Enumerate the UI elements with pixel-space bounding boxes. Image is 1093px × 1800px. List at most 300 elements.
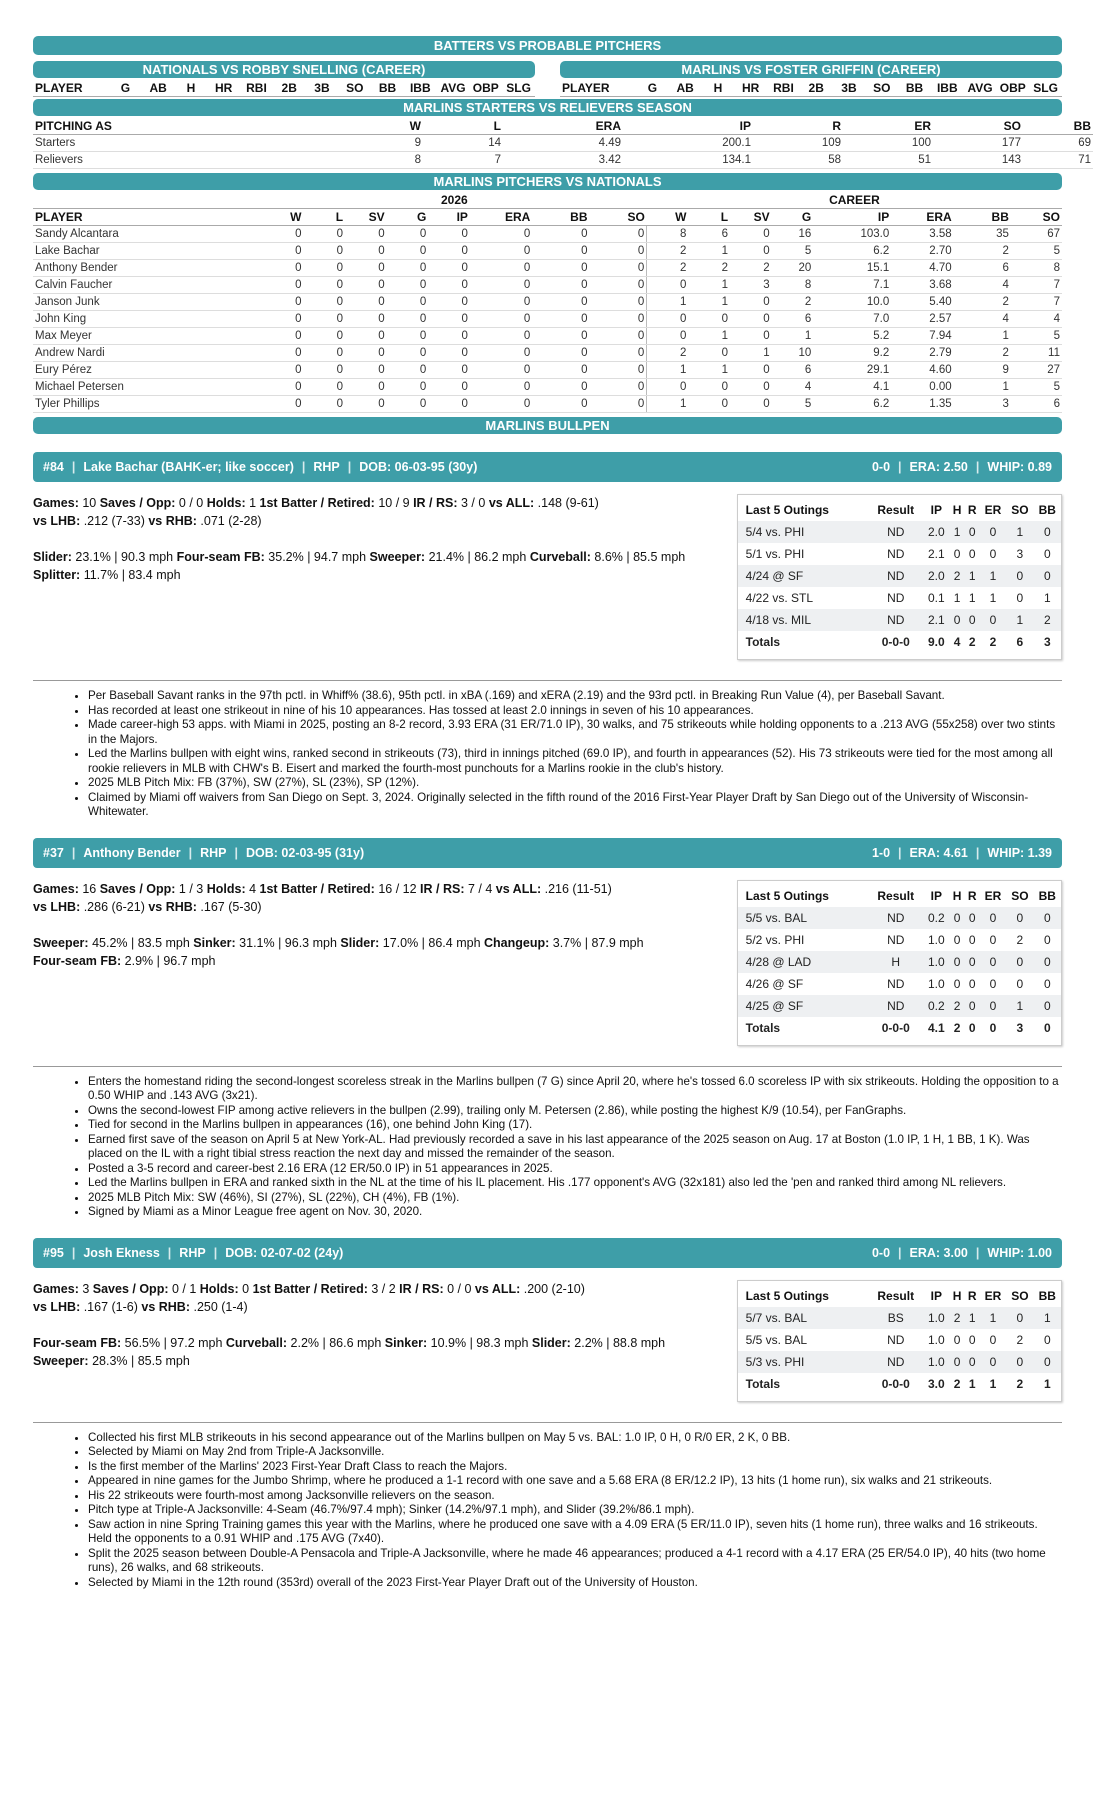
stat-line: Games: 16 Saves / Opp: 1 / 3 Holds: 4 1st Batter / Retired: 16 / 12 IR / RS: 7 / 4 vs ALL: .216 (11-51) — [33, 881, 612, 896]
totals-cell: 1 — [989, 1376, 997, 1391]
outing-cell: ND — [868, 521, 923, 543]
pvn-cell: Sandy Alcantara — [33, 226, 262, 243]
pitcher-number: #84 — [43, 460, 64, 474]
svr-cell: 7 — [423, 152, 503, 169]
bvp-header-ab: AB — [142, 80, 175, 97]
svr-cell: 14 — [423, 135, 503, 152]
marlins-vs-headers — [560, 80, 1062, 97]
pitcher-stats-block — [33, 494, 1062, 660]
pvn-cell: 0 — [428, 243, 470, 260]
totals-cell: 2 — [1016, 1376, 1024, 1391]
totals-cell: 3.0 — [928, 1376, 945, 1391]
stat-label: IR / RS: — [399, 1281, 444, 1296]
marlins-vs-header: MARLINS VS FOSTER GRIFFIN (CAREER) — [560, 61, 1062, 78]
outing-cell: 0 — [1034, 995, 1061, 1017]
pvn-cell: 0 — [262, 311, 304, 328]
outing-cell: 2 — [1016, 1332, 1024, 1347]
totals-cell: 0 — [968, 1020, 976, 1035]
last-5-header: IP — [930, 1288, 943, 1303]
pvn-cell: 0 — [303, 243, 345, 260]
outing-cell: 0 — [965, 995, 980, 1017]
pitcher-era: ERA: 3.00 — [909, 1245, 968, 1260]
outing-cell: 1 — [965, 1307, 980, 1329]
spacer — [33, 916, 712, 934]
svr-cell: 177 — [933, 135, 1023, 152]
table-row — [33, 379, 1062, 396]
outing-cell: 0 — [968, 1332, 976, 1347]
outing-cell: 1 — [968, 591, 976, 605]
pvn-cell: 0 — [262, 243, 304, 260]
pvn-cell: 1 — [688, 328, 730, 345]
pitcher-whip: WHIP: 0.89 — [987, 460, 1052, 474]
pvn-header-2: L — [303, 209, 345, 226]
pvn-cell: 0 — [387, 311, 429, 328]
divider: | — [975, 1245, 980, 1260]
outing-cell: 5/5 vs. BAL — [745, 1332, 808, 1347]
stat-label: Games: — [33, 496, 79, 510]
spacer — [33, 1316, 712, 1334]
stat-line: Four-seam FB: 2.9% | 96.7 mph — [33, 953, 216, 968]
outing-cell: 0 — [950, 951, 965, 973]
outing-cell: 2 — [1016, 932, 1024, 947]
pvn-cell: 2.70 — [891, 243, 953, 260]
divider: | — [898, 1245, 902, 1260]
pvn-cell: 0 — [303, 345, 345, 362]
note-item: • Enters the homestand riding the second-longest scoreless streak in the Marlins bullpen (7 G) since April 20, where he's tossed 6.0 scoreless IP with six strikeouts. Holding the opposition to a 0.50 WHIP and .143 AVG (3x21). — [88, 1075, 1062, 1104]
last-5-header: BB — [1038, 503, 1056, 517]
pvn-cell: 6 — [1011, 396, 1062, 413]
last-5-header: H — [952, 503, 962, 517]
outing-cell: ND — [868, 609, 923, 631]
outing-cell: 0 — [989, 547, 997, 561]
totals-cell: 0-0-0 — [881, 635, 910, 649]
bvp-header-rbi: RBI — [767, 80, 800, 97]
pvn-cell: 7.0 — [813, 311, 891, 328]
outing-cell: ND — [868, 995, 923, 1017]
pitcher-card — [33, 838, 1062, 1220]
outing-cell: 1.0 — [928, 932, 945, 947]
outing-cell: 0 — [980, 995, 1006, 1017]
pvn-cell: 0 — [387, 277, 429, 294]
stat-label: Saves / Opp: — [92, 1281, 169, 1296]
totals-cell: Totals — [745, 1376, 781, 1391]
pvn-cell: 0 — [730, 294, 772, 311]
pvn-cell: 0 — [428, 379, 470, 396]
pvn-cell: 1 — [954, 328, 1011, 345]
outing-cell: 0 — [1006, 1307, 1033, 1329]
totals-cell: 3 — [1043, 635, 1051, 649]
notes-list — [33, 1075, 1062, 1220]
pvn-cell: Anthony Bender — [33, 260, 262, 277]
pvn-cell: 0 — [590, 226, 647, 243]
bvp-header-avg: AVG — [437, 80, 470, 97]
pvn-cell: 0 — [532, 362, 589, 379]
outing-cell: 0 — [1034, 565, 1061, 587]
last-5-header: R — [967, 1288, 977, 1303]
outing-row — [738, 1351, 1061, 1373]
outing-row — [738, 995, 1061, 1017]
bvp-tables — [33, 61, 1062, 97]
pvn-header-15: BB — [954, 209, 1011, 226]
stat-label: Saves / Opp: — [99, 496, 176, 510]
last-5-header: ER — [984, 888, 1002, 903]
last-5-header: IP — [930, 503, 943, 517]
pvn-cell: 0 — [470, 260, 532, 277]
pvn-cell: 0 — [730, 226, 772, 243]
outing-cell: 0 — [1034, 521, 1061, 543]
stat-label: vs ALL: — [488, 496, 535, 510]
pitcher-number: #95 — [43, 1245, 64, 1260]
outing-cell: 0 — [1016, 976, 1024, 991]
pvn-header-8: SO — [590, 209, 647, 226]
pitcher-dob: DOB: 02-03-95 (31y) — [246, 845, 365, 860]
outing-cell: 4/26 @ SF — [745, 976, 804, 991]
outing-cell: 2.1 — [923, 609, 949, 631]
stat-label: Four-seam FB: — [176, 550, 265, 564]
pvn-cell: 103.0 — [813, 226, 891, 243]
pvn-cell: 11 — [1011, 345, 1062, 362]
pvn-cell: 6.2 — [813, 396, 891, 413]
outing-cell: 1 — [1006, 609, 1033, 631]
outing-cell: 3 — [1016, 547, 1024, 561]
pvn-cell: 0 — [387, 362, 429, 379]
totals-cell: Totals — [745, 635, 781, 649]
outing-cell: 5/7 vs. BAL — [738, 1307, 869, 1329]
pvn-cell: 8 — [1011, 260, 1062, 277]
outing-cell: 1 — [1043, 591, 1051, 605]
outing-row — [738, 929, 1061, 951]
pvn-cell: 0 — [387, 260, 429, 277]
totals-cell: Totals — [745, 1020, 781, 1035]
divider: | — [898, 460, 902, 474]
svr-cell: 4.49 — [503, 135, 623, 152]
pvn-cell: 0 — [262, 362, 304, 379]
bvp-header-player: PLAYER — [33, 80, 109, 97]
pvn-cell: 0 — [532, 379, 589, 396]
pvn-cell: 27 — [1011, 362, 1062, 379]
pvn-cell: 0 — [387, 396, 429, 413]
pvn-cell: 0 — [262, 260, 304, 277]
outing-row — [738, 951, 1061, 973]
note-item: • Signed by Miami as a Minor League free agent on Nov. 30, 2020. — [88, 1205, 1062, 1220]
pvn-cell: 5 — [1011, 328, 1062, 345]
pvn-cell: 29.1 — [813, 362, 891, 379]
pitcher-summary — [872, 452, 1052, 482]
last-5-outings — [737, 494, 1062, 660]
pvn-cell: Eury Pérez — [33, 362, 262, 379]
note-item: • Selected by Miami in the 12th round (353rd) overall of the 2023 First-Year Player Draft out of the University of Houston. — [88, 1576, 1062, 1591]
pvn-header-9: W — [647, 209, 689, 226]
outing-cell: 0 — [950, 1351, 965, 1373]
pvn-cell: 0 — [345, 277, 387, 294]
divider: | — [71, 1245, 76, 1260]
pvn-cell: 0 — [532, 294, 589, 311]
bvp-header-3b: 3B — [833, 80, 866, 97]
stat-label: Sweeper: — [369, 550, 426, 564]
note-item: • Is the first member of the Marlins' 2023 First-Year Draft Class to reach the Majors. — [88, 1460, 1062, 1475]
outing-cell: 5/2 vs. PHI — [745, 932, 805, 947]
pvn-cell: 0 — [428, 311, 470, 328]
divider: | — [975, 460, 980, 474]
pvn-cell: 0 — [345, 345, 387, 362]
pvn-cell: 0 — [345, 362, 387, 379]
pitchers-vs-nats-table — [33, 192, 1062, 413]
svr-cell: 3.42 — [503, 152, 623, 169]
outing-cell: 4/28 @ LAD — [738, 951, 869, 973]
pvn-cell: 2 — [647, 243, 689, 260]
totals-cell: 0-0-0 — [881, 1376, 910, 1391]
pvn-cell: 0 — [730, 379, 772, 396]
stat-line: Four-seam FB: 56.5% | 97.2 mph Curveball: 2.2% | 86.6 mph Sinker: 10.9% | 98.3 mph Slider: 2.2% | 88.8 mph — [33, 1335, 666, 1350]
outing-cell: 4/18 vs. MIL — [738, 609, 869, 631]
pvn-cell: Michael Petersen — [33, 379, 262, 396]
pitcher-stats — [33, 880, 712, 1046]
outing-cell: 0 — [1043, 547, 1051, 561]
pvn-cell: 0 — [387, 328, 429, 345]
note-item: • Led the Marlins bullpen with eight wins, ranked second in strikeouts (73), third in innings pitched (69.0 IP), and fourth in appearances (52). His 73 strikeouts were tied for the most among all rookie relievers in MLB with CHW's B. Eisert and marked the fourth-most punchouts for a Marlins rookie in the club's history. — [88, 747, 1062, 776]
pvn-cell: 0 — [590, 379, 647, 396]
outing-cell: 1.0 — [923, 1307, 949, 1329]
bvp-header-obp: OBP — [469, 80, 502, 97]
bvp-header-rbi: RBI — [240, 80, 273, 97]
outing-cell: 0 — [968, 932, 976, 947]
outing-row — [738, 1307, 1061, 1329]
outing-cell: 0 — [965, 951, 980, 973]
table-row — [33, 243, 1062, 260]
outing-cell: 1.0 — [923, 951, 949, 973]
stat-label: Games: — [33, 1281, 79, 1296]
nats-vs-table — [33, 61, 535, 97]
svr-cell: 58 — [753, 152, 843, 169]
stat-line: Games: 10 Saves / Opp: 0 / 0 Holds: 1 1st Batter / Retired: 10 / 9 IR / RS: 3 / 0 vs ALL: .148 (9-61) — [33, 496, 599, 510]
pvn-cell: 1 — [772, 328, 814, 345]
pitcher-cards — [33, 452, 1062, 1590]
pvn-cell: 10 — [772, 345, 814, 362]
note-item: • Tied for second in the Marlins bullpen in appearances (16), one behind John King (17). — [88, 1118, 1062, 1133]
pvn-cell: 0 — [387, 226, 429, 243]
pvn-cell: 2 — [647, 260, 689, 277]
outing-cell: 5/3 vs. PHI — [738, 1351, 869, 1373]
pvn-header-10: L — [688, 209, 730, 226]
svr-cell: 200.1 — [623, 135, 753, 152]
pvn-cell: 3.58 — [891, 226, 953, 243]
table-row — [33, 260, 1062, 277]
table-row — [33, 277, 1062, 294]
outing-row — [738, 543, 1061, 565]
pvn-header-0: PLAYER — [33, 209, 262, 226]
totals-cell: 1 — [968, 1376, 976, 1391]
pvn-cell: 1 — [647, 362, 689, 379]
section-header-bullpen: MARLINS BULLPEN — [33, 417, 1062, 434]
outing-cell: 5/1 vs. PHI — [745, 547, 805, 561]
note-item: • Made career-high 53 apps. with Miami in 2025, posting an 8-2 record, 3.93 ERA (31 ER/71.0 IP), 30 walks, and 75 strikeouts while holding opponents to a .213 AVG (55x258) over two stints in the Majors. — [88, 718, 1062, 747]
pvn-cell: 0 — [470, 243, 532, 260]
outing-cell: 0.2 — [923, 995, 949, 1017]
last-5-header: Result — [877, 888, 915, 903]
bvp-header-bb: BB — [371, 80, 404, 97]
pvn-cell: 0 — [262, 396, 304, 413]
pvn-cell: 0.00 — [891, 379, 953, 396]
last-5-table — [738, 885, 1061, 1039]
pvn-cell: 0 — [647, 277, 689, 294]
stat-label: vs RHB: — [148, 899, 197, 914]
note-item: • Selected by Miami on May 2nd from Triple-A Jacksonville. — [88, 1445, 1062, 1460]
pvn-cell: 2.79 — [891, 345, 953, 362]
pvn-cell: 0 — [470, 379, 532, 396]
outing-cell: 5/5 vs. BAL — [738, 907, 869, 929]
pvn-cell: 0 — [532, 345, 589, 362]
totals-cell: 9.0 — [928, 635, 945, 649]
pvn-cell: 67 — [1011, 226, 1062, 243]
totals-cell: 2 — [989, 635, 997, 649]
outing-cell: 1 — [1006, 995, 1033, 1017]
pitcher-header-bar — [33, 1238, 1062, 1268]
pvn-cell: 4 — [954, 277, 1011, 294]
pvn-cell: 6 — [954, 260, 1011, 277]
stat-label: vs ALL: — [474, 1281, 521, 1296]
pvn-cell: 0 — [590, 243, 647, 260]
pvn-header-5: IP — [428, 209, 470, 226]
outing-row — [738, 973, 1061, 995]
stat-label: vs LHB: — [33, 899, 81, 914]
totals-cell: 3 — [1016, 1020, 1024, 1035]
pitcher-hand: RHP — [179, 1245, 206, 1260]
divider: | — [167, 1245, 172, 1260]
pvn-cell: 0 — [387, 379, 429, 396]
outing-cell: 0 — [1043, 1332, 1051, 1347]
last-5-outings — [737, 1280, 1062, 1402]
note-item: • 2025 MLB Pitch Mix: FB (37%), SW (27%), SL (23%), SP (12%). — [88, 776, 1062, 791]
pitcher-notes — [33, 1066, 1062, 1220]
section-header-batters-vs-pitchers: BATTERS VS PROBABLE PITCHERS — [33, 36, 1062, 55]
pvn-cell: 5 — [772, 396, 814, 413]
outing-cell: 0 — [1006, 565, 1033, 587]
pvn-cell: Janson Junk — [33, 294, 262, 311]
svr-header-8: BB — [1023, 118, 1093, 135]
outing-cell: 1.0 — [928, 1332, 945, 1347]
pvn-cell: 0 — [345, 294, 387, 311]
outing-cell: 0 — [980, 907, 1006, 929]
pvn-cell: 0 — [303, 260, 345, 277]
table-row — [33, 328, 1062, 345]
table-row — [33, 345, 1062, 362]
pitcher-summary — [872, 838, 1052, 868]
pitcher-header-bar — [33, 838, 1062, 868]
stat-label: IR / RS: — [420, 881, 465, 896]
pvn-cell: 6 — [772, 311, 814, 328]
totals-cell: 2 — [953, 1020, 961, 1035]
last-5-header: R — [967, 888, 977, 903]
bvp-header-h: H — [702, 80, 735, 97]
pvn-cell: 0 — [532, 243, 589, 260]
pvn-cell: 4 — [1011, 311, 1062, 328]
pvn-cell: 0 — [590, 345, 647, 362]
outing-cell: 1 — [980, 1307, 1006, 1329]
stat-label: Holds: — [199, 1281, 239, 1296]
pvn-cell: 0 — [262, 328, 304, 345]
outing-cell: 0 — [1006, 951, 1033, 973]
pvn-cell: 0 — [532, 226, 589, 243]
pvn-cell: 0 — [532, 277, 589, 294]
pvn-cell: 7.1 — [813, 277, 891, 294]
pvn-cell: 0 — [470, 345, 532, 362]
svr-cell: 71 — [1023, 152, 1093, 169]
pitcher-record: 1-0 — [871, 845, 891, 860]
pvn-cell: 0 — [428, 226, 470, 243]
pitcher-name: Josh Ekness — [83, 1245, 160, 1260]
bvp-header-so: SO — [338, 80, 371, 97]
outing-cell: 1 — [950, 521, 965, 543]
pvn-cell: 0 — [262, 345, 304, 362]
outing-cell: 2 — [950, 565, 965, 587]
pvn-cell: 5.40 — [891, 294, 953, 311]
notes-list — [33, 689, 1062, 820]
pvn-cell: 10.0 — [813, 294, 891, 311]
outing-cell: 2.0 — [923, 521, 949, 543]
pvn-cell: 9 — [954, 362, 1011, 379]
pvn-cell: Max Meyer — [33, 328, 262, 345]
table-row — [33, 294, 1062, 311]
stat-label: Sweeper: — [33, 1353, 89, 1368]
totals-row — [738, 1017, 1061, 1039]
outing-cell: 0 — [980, 951, 1006, 973]
bvp-header-so: SO — [865, 80, 898, 97]
pvn-cell: 0 — [345, 311, 387, 328]
outing-cell: 0 — [1034, 907, 1061, 929]
pvn-cell: 0 — [428, 277, 470, 294]
pvn-cell: 3 — [954, 396, 1011, 413]
stat-line: Sweeper: 45.2% | 83.5 mph Sinker: 31.1% | 96.3 mph Slider: 17.0% | 86.4 mph Changeup: 3.7% | 87.9 mph — [33, 935, 644, 950]
stat-line: Slider: 23.1% | 90.3 mph Four-seam FB: 35.2% | 94.7 mph Sweeper: 21.4% | 86.2 mph Curveball: 8.6% | 85.5 mph — [33, 550, 686, 564]
nats-vs-header: NATIONALS VS ROBBY SNELLING (CAREER) — [33, 61, 535, 78]
pvn-cell: 4 — [772, 379, 814, 396]
pvn-cell: 4.1 — [813, 379, 891, 396]
pvn-header-13: IP — [813, 209, 891, 226]
pvn-cell: 8 — [647, 226, 689, 243]
outing-row — [738, 1329, 1061, 1351]
pvn-cell: 0 — [428, 396, 470, 413]
stat-label: IR / RS: — [413, 496, 458, 510]
divider: | — [975, 845, 980, 860]
divider: | — [213, 1245, 218, 1260]
stat-line: vs LHB: .286 (6-21) vs RHB: .167 (5-30) — [33, 899, 262, 914]
pvn-cell: 1 — [647, 294, 689, 311]
totals-cell: 2 — [968, 635, 976, 649]
pvn-cell: 2.57 — [891, 311, 953, 328]
pvn-cell: 0 — [303, 277, 345, 294]
note-item: • 2025 MLB Pitch Mix: SW (46%), SI (27%), SL (22%), CH (4%), FB (1%). — [88, 1191, 1062, 1206]
pvn-cell: 3 — [730, 277, 772, 294]
outing-cell: 0 — [989, 932, 997, 947]
stat-label: Slider: — [531, 1335, 571, 1350]
pvn-cell: 0 — [428, 294, 470, 311]
pvn-cell: 20 — [772, 260, 814, 277]
pvn-cell: 4.60 — [891, 362, 953, 379]
pvn-cell: 0 — [345, 328, 387, 345]
note-item: • Led the Marlins bullpen in ERA and ranked sixth in the NL at the time of his IL placement. His .177 opponent's AVG (32x181) also led the 'pen and ranked third among NL relievers. — [88, 1176, 1062, 1191]
pvn-header-12: G — [772, 209, 814, 226]
last-5-header: Last 5 Outings — [745, 888, 829, 903]
pitcher-notes — [33, 1422, 1062, 1591]
divider: | — [234, 845, 238, 860]
pvn-cell: 0 — [303, 311, 345, 328]
table-row — [33, 135, 1093, 152]
svr-header-2: L — [423, 118, 503, 135]
stat-line: vs LHB: .212 (7-33) vs RHB: .071 (2-28) — [33, 514, 262, 528]
stat-label: 1st Batter / Retired: — [252, 1281, 368, 1296]
pvn-cell: 1.35 — [891, 396, 953, 413]
svr-header-1: W — [263, 118, 423, 135]
